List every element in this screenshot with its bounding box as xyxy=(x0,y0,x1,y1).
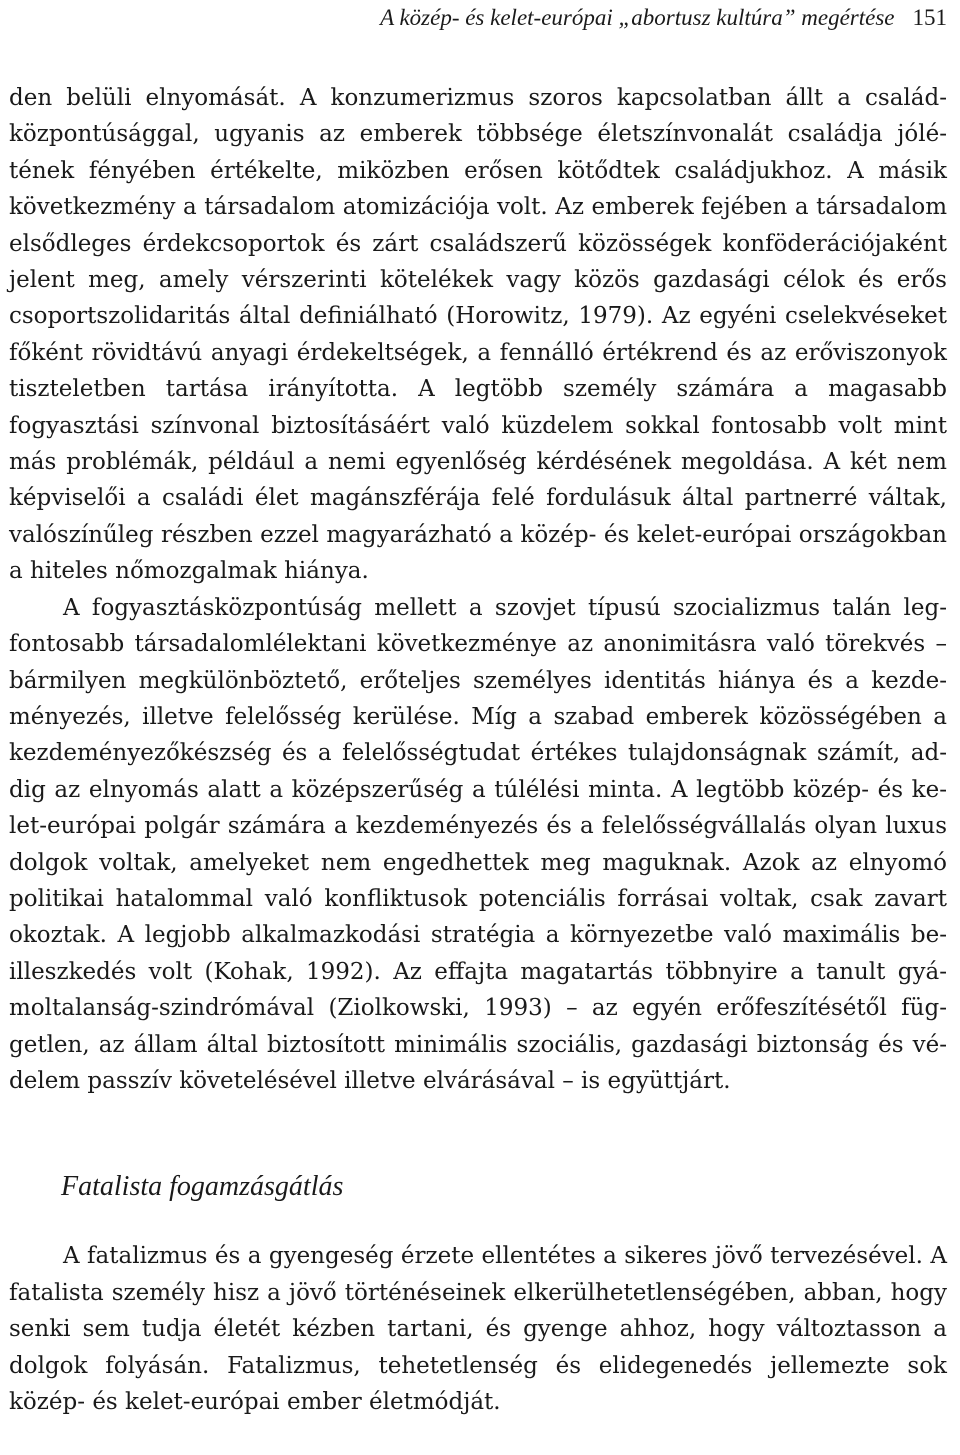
running-title: A közép- és kelet-európai „abortusz kultúra” megértése xyxy=(380,5,895,30)
running-header xyxy=(9,2,947,34)
paragraph-continued: den belüli elnyomását. A konzumerizmus szoros kapcsolatban állt a családközpontúsággal, ugyanis az emberek többsége életszínvonalát családja jólétének fényében értékelte, miközben erősen kötődtek családjukhoz. A másik következmény a társadalom atomizációja volt. Az emberek fejében a társadalom elsődleges érdekcsoportok és zárt családszerű közösségek konföderációjaként jelent meg, amely vérszerinti kötelékek vagy közös gazdasági célok és erős csoportszolidaritás által definiálható (Horowitz, 1979). Az egyéni cselekvéseket főként rövidtávú anyagi érdekeltségek, a fennálló értékrend és az erőviszonyok tiszteletben tartása irányította. A legtöbb személy számára a magasabb fogyasztási színvonal biztosításáért való küzdelem sokkal fontosabb volt mint más problémák, például a nemi egyenlőség kérdésének megoldása. A két nem képviselői a családi élet magánszférája felé fordulásuk által partnerré váltak, valószínűleg részben ezzel magyarázható a közép- és kelet-európai országokban a hiteles nőmozgalmak hiánya. xyxy=(9,85,947,585)
page-number: 151 xyxy=(912,5,947,30)
section-heading: Fatalista fogamzásgátlás xyxy=(61,1171,344,1203)
body-text xyxy=(9,80,947,1420)
section-paragraph: A fatalizmus és a gyengeség érzete ellentétes a sikeres jövő tervezésével. A fatalista személy hisz a jövő történéseinek elkerülhetetlenségében, abban, hogy senki sem tudja életét kézben tartani, és gyenge ahhoz, hogy változtasson a dolgok folyásán. Fatalizmus, tehetetlenség és elidegenedés jellemezte sok közép- és kelet-európai ember életmódját. xyxy=(9,1243,947,1415)
paragraph: A fogyasztásközpontúság mellett a szovjet típusú szocializmus talán legfontosabb társadalomlélektani következménye az anonimitásra való törekvés – bármilyen megkülönböztető, erőteljes személyes identitás hiánya és a kezdeményezés, illetve felelősség kerülése. Míg a szabad emberek közösségében a kezdeményezőkészség és a felelősségtudat értékes tulajdonságnak számít, addig az elnyomás alatt a középszerűség a túlélési minta. A legtöbb közép- és kelet-európai polgár számára a kezdeményezés és a felelősségvállalás olyan luxus dolgok voltak, amelyeket nem engedhettek meg maguknak. Azok az elnyomó politikai hatalommal való konfliktusok potenciális forrásai voltak, csak zavart okoztak. A legjobb alkalmazkodási stratégia a környezetbe való maximális beilleszkedés volt (Kohak, 1992). Az effajta magatartás többnyire a tanult gyámoltalanság-szindrómával (Ziolkowski, 1993) – az egyén erőfeszítésétől független, az állam által biztosított minimális szociális, gazdasági biztonság és védelem passzív követelésével illetve elvárásával – is együttjárt. xyxy=(9,594,947,1094)
